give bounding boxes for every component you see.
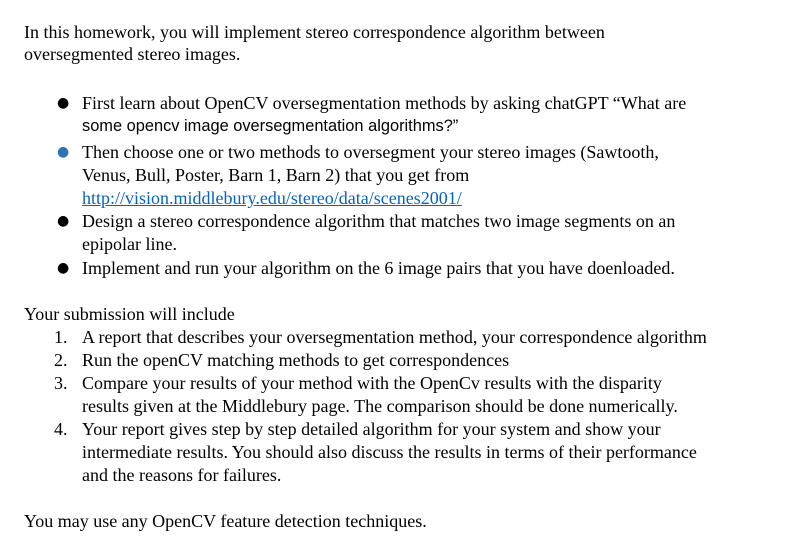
bullet-text-line: epipolar line.: [82, 234, 177, 254]
item-number: 4.: [54, 419, 68, 439]
submission-intro: Your submission will include: [24, 304, 235, 324]
bullet-text-line: Venus, Bull, Poster, Barn 1, Barn 2) that you get from: [82, 165, 470, 185]
numbered-item-report-details: [54, 418, 697, 487]
bullet-text-line: Then choose one or two methods to oversegment your stereo images (Sawtooth,: [82, 142, 659, 162]
intro-paragraph: [24, 21, 605, 65]
item-text-line: Your report gives step by step detailed algorithm for your system and show your: [82, 419, 661, 439]
item-text-line: and the reasons for failures.: [82, 465, 282, 485]
item-text-line: Compare your results of your method with the OpenCv results with the disparity: [82, 373, 662, 393]
bullet-text-line: Design a stereo correspondence algorithm that matches two image segments on an: [82, 211, 676, 231]
intro-line-1: In this homework, you will implement stereo correspondence algorithm between: [24, 22, 605, 42]
bullet-icon: ●: [57, 213, 70, 229]
closing-paragraph: You may use any OpenCV feature detection techniques.: [24, 511, 427, 531]
bullet-icon: ●: [57, 144, 70, 160]
bullet-icon: ●: [57, 95, 70, 111]
item-text-line: results given at the Middlebury page. The comparison should be done numerically.: [82, 396, 678, 416]
bullet-text-line: [82, 92, 686, 115]
item-number: 2.: [54, 350, 68, 370]
bullet-text-line: Implement and run your algorithm on the 6 image pairs that you have doenloaded.: [82, 258, 675, 278]
bullet-icon: ●: [57, 260, 70, 276]
bullet-text-line: some opencv image oversegmentation algorithms?”: [82, 117, 459, 135]
bullet-item-design-algorithm: [57, 210, 676, 256]
intro-line-2: oversegmented stereo images.: [24, 44, 241, 64]
middlebury-dataset-link[interactable]: http://vision.middlebury.edu/stereo/data/scenes2001/: [82, 188, 462, 208]
numbered-item-compare-results: [54, 372, 678, 418]
item-text-line: Run the openCV matching methods to get correspondences: [82, 350, 510, 370]
bullet-item-choose-methods: [57, 141, 659, 210]
item-number: 1.: [54, 327, 68, 347]
bullet-item-implement-run: [57, 257, 675, 280]
item-text-line: A report that describes your oversegmentation method, your correspondence algorithm: [82, 327, 707, 347]
item-text-line: intermediate results. You should also discuss the results in terms of their performance: [82, 442, 697, 462]
numbered-item-opencv-matching: [54, 349, 510, 372]
numbered-item-report: [54, 326, 707, 349]
item-number: 3.: [54, 373, 68, 393]
bullet-text: First learn about OpenCV oversegmentation methods by asking chatGPT “What are: [82, 93, 687, 113]
bullet-item-ask-chatgpt: [57, 92, 687, 138]
